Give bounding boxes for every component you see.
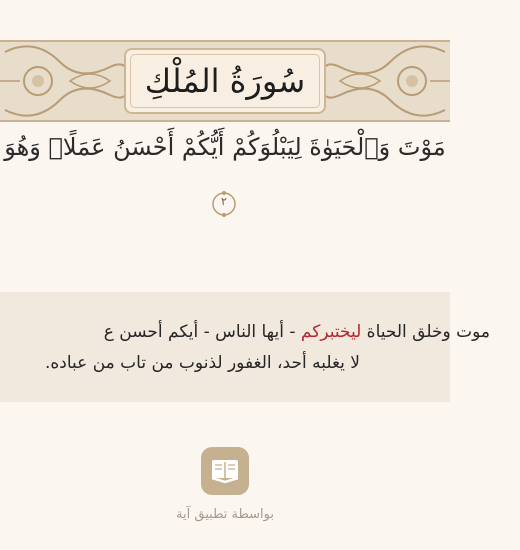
surah-title-plate [124,48,326,114]
right-ornament-decoration [320,42,450,120]
left-ornament-decoration [0,42,130,120]
tafsir-text-part2: - أيها الناس - أيكم أحسن ع [103,322,301,342]
tafsir-line-2: لا يغلبه أحد، الغفور لذنوب من تاب من عباده. [44,353,360,373]
open-book-icon [208,456,242,486]
ayah-app-icon[interactable] [201,447,249,495]
tafsir-panel [0,292,450,402]
app-attribution-label: بواسطة تطبيق آية [176,507,274,522]
tafsir-line-1 [0,322,490,342]
verse-number: ٢ [221,195,227,208]
verse-number-marker [210,190,238,218]
quran-verse-text: مَوْتَ وَٱلْحَيَوٰةَ لِيَبْلُوَكُمْ أَيُّكُمْ أَحْسَنُ عَمَلًاۚ وَهُوَ [4,133,446,161]
tafsir-highlighted-word: ليختبركم [300,322,362,342]
surah-title: سُورَةُ المُلْكِ [144,62,306,100]
tafsir-text-part1: موت وخلق الحياة [361,322,490,342]
